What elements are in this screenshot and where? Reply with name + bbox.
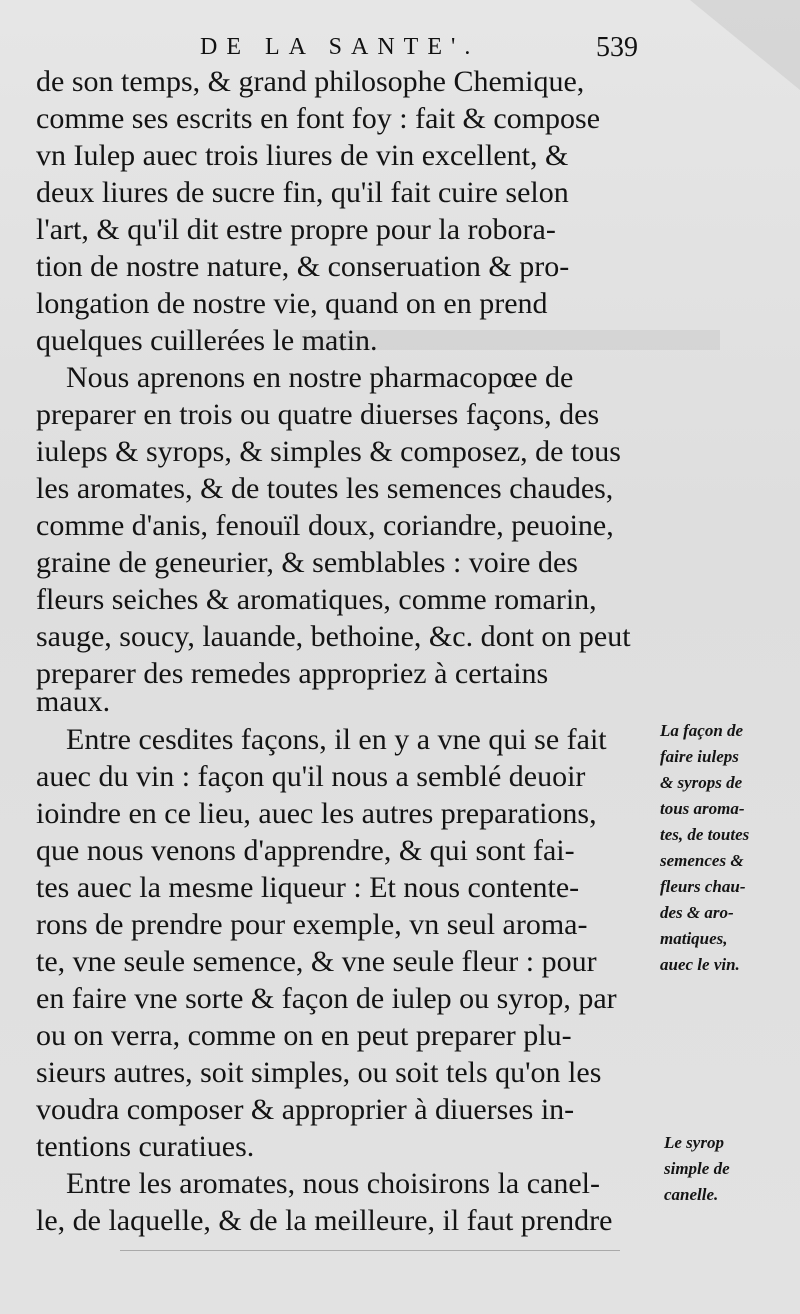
text-line: comme ses escrits en font foy : fait & compose	[36, 102, 601, 135]
margin-note-line: Le syrop	[664, 1133, 724, 1152]
margin-note-line: & syrops de	[660, 773, 743, 792]
text-line: de son temps, & grand philosophe Chemique,	[36, 65, 585, 98]
text-line: longation de nostre vie, quand on en prend	[36, 287, 548, 320]
margin-note-line: des & aro-	[660, 903, 734, 922]
text-line: comme d'anis, fenouïl doux, coriandre, peuoine,	[36, 509, 614, 542]
paragraph-first-line: Nous aprenons en nostre pharmacopœe de	[66, 361, 574, 394]
paragraph-first-line: Entre les aromates, nous choisirons la canel-	[66, 1167, 600, 1200]
text-line: le, de laquelle, & de la meilleure, il faut prendre	[36, 1204, 613, 1237]
text-line: preparer en trois ou quatre diuerses façons, des	[36, 398, 600, 431]
text-line: voudra composer & approprier à diuerses in-	[36, 1093, 575, 1126]
margin-note-line: tous aroma-	[660, 799, 745, 818]
text-line: maux.	[36, 685, 111, 718]
margin-note-canelle	[664, 1130, 730, 1208]
text-line: graine de geneurier, & semblables : voire des	[36, 546, 578, 579]
margin-note-line: La façon de	[660, 721, 744, 740]
text-line: l'art, & qu'il dit estre propre pour la robora-	[36, 213, 556, 246]
margin-note-line: matiques,	[660, 929, 728, 948]
text-line: ou on verra, comme on en peut preparer plu-	[36, 1019, 572, 1052]
margin-note-line: tes, de toutes	[660, 825, 750, 844]
margin-note-line: simple de	[664, 1159, 730, 1178]
margin-note-line: semences &	[660, 851, 744, 870]
text-line: auec du vin : façon qu'il nous a semblé deuoir	[36, 760, 586, 793]
page-corner-shadow	[690, 0, 800, 90]
text-line: tes auec la mesme liqueur : Et nous contente-	[36, 871, 580, 904]
margin-note-line: fleurs chau-	[660, 877, 746, 896]
text-line: vn Iulep auec trois liures de vin excellent, &	[36, 139, 569, 172]
text-line: quelques cuillerées le matin.	[36, 324, 378, 357]
text-line: rons de prendre pour exemple, vn seul aroma-	[36, 908, 588, 941]
text-line: te, vne seule semence, & vne seule fleur : pour	[36, 945, 597, 978]
text-line: tentions curatiues.	[36, 1130, 255, 1163]
margin-note-line: faire iuleps	[660, 747, 739, 766]
text-line: fleurs seiches & aromatiques, comme romarin,	[36, 583, 597, 616]
paragraph-first-line: Entre cesdites façons, il en y a vne qui se fait	[66, 723, 607, 756]
text-line: tion de nostre nature, & conseruation & pro-	[36, 250, 570, 283]
text-line: ioindre en ce lieu, auec les autres preparations,	[36, 797, 597, 830]
margin-note-line: canelle.	[664, 1185, 719, 1204]
bottom-shadow-rule	[120, 1250, 620, 1251]
text-line: les aromates, & de toutes les semences chaudes,	[36, 472, 614, 505]
text-line: sauge, soucy, lauande, bethoine, &c. dont on peut	[36, 620, 631, 653]
margin-note-line: auec le vin.	[660, 955, 740, 974]
text-line: iuleps & syrops, & simples & composez, de tous	[36, 435, 621, 468]
running-title: DE LA SANTE'.	[200, 34, 480, 60]
text-line: que nous venons d'apprendre, & qui sont fai-	[36, 834, 575, 867]
text-line: en faire vne sorte & façon de iulep ou syrop, par	[36, 982, 617, 1015]
text-line: preparer des remedes appropriez à certains	[36, 657, 549, 690]
text-line: sieurs autres, soit simples, ou soit tels qu'on les	[36, 1056, 602, 1089]
margin-note-iuleps	[660, 718, 749, 978]
page-number: 539	[596, 32, 638, 63]
text-line: deux liures de sucre fin, qu'il fait cuire selon	[36, 176, 569, 209]
